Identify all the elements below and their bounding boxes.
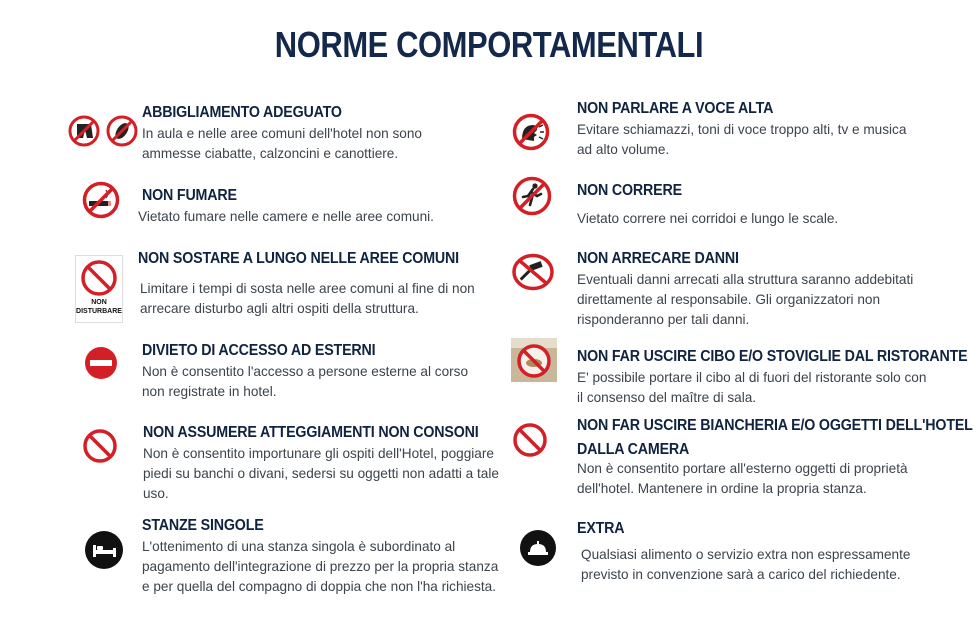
rule-desc: Qualsiasi alimento o servizio extra non espressamente previsto in convenzione sarà a carico del richiedente. — [581, 547, 911, 582]
no-running-icon — [512, 176, 552, 221]
no-smoking-icon — [82, 181, 120, 224]
rule-desc: Non è consentito importunare gli ospiti dell'Hotel, poggiare piedi su banchi o divani, sedersi su oggetti non adatti a tale uso. — [143, 446, 499, 501]
rule-title: NON FUMARE — [142, 187, 237, 204]
page-title: NORME COMPORTAMENTALI — [274, 24, 704, 65]
rule-desc: In aula e nelle aree comuni dell'hotel non sono ammesse ciabatte, calzoncini e canottiere. — [142, 126, 422, 161]
rule-title: DIVIETO DI ACCESSO AD ESTERNI — [142, 342, 376, 359]
rule-title: NON FAR USCIRE CIBO E/O STOVIGLIE DAL RISTORANTE — [577, 348, 968, 365]
rule-title: ABBIGLIAMENTO ADEGUATO — [142, 104, 342, 121]
rule-desc: Vietato fumare nelle camere e nelle aree comuni. — [138, 209, 434, 224]
do-not-disturb-icon — [75, 255, 123, 323]
no-shouting-icon — [512, 113, 550, 156]
prohibited-icon — [82, 428, 118, 469]
rule-desc: E' possibile portare il cibo al di fuori del ristorante solo con il consenso del maître di sala. — [577, 370, 927, 405]
no-food-out-icon — [511, 338, 557, 387]
rule-desc: L'ottenimento di una stanza singola è subordinato al pagamento dell'integrazione di prezzo per la propria stanza e per quella del compagno di doppia che non l'ha richiesta. — [142, 539, 499, 594]
no-shorts-no-sandals-icon — [68, 114, 140, 153]
rule-title: NON FAR USCIRE BIANCHERIA E/O OGGETTI DELL'HOTEL — [577, 417, 973, 434]
rule-title: NON ARRECARE DANNI — [577, 250, 739, 267]
rule-title: STANZE SINGOLE — [142, 517, 264, 534]
prohibited-icon — [512, 422, 548, 463]
rule-desc: Evitare schiamazzi, toni di voce troppo alti, tv e musica ad alto volume. — [577, 122, 907, 157]
rule-title: NON PARLARE A VOCE ALTA — [577, 100, 774, 117]
rule-desc: Non è consentito portare all'esterno oggetti di proprietà dell'hotel. Mantenere in ordine la propria stanza. — [577, 461, 908, 496]
no-damage-hammer-icon — [512, 253, 554, 296]
rule-title: NON ASSUMERE ATTEGGIAMENTI NON CONSONI — [143, 424, 479, 441]
no-entry-icon — [84, 346, 118, 385]
bed-icon — [84, 530, 124, 575]
rule-desc: Non è consentito l'accesso a persone esterne al corso non registrate in hotel. — [142, 364, 469, 399]
rule-desc: Limitare i tempi di sosta nelle aree comuni al fine di non arrecare disturbo agli altri ospiti della struttura. — [140, 281, 475, 316]
rule-title: EXTRA — [577, 520, 625, 537]
rule-desc: Eventuali danni arrecati alla struttura saranno addebitati direttamente al responsabile. Gli organizzatori non risponderanno per tali danni. — [577, 272, 914, 327]
rule-title: NON SOSTARE A LUNGO NELLE AREE COMUNI — [138, 250, 459, 267]
rule-desc: Vietato correre nei corridoi e lungo le scale. — [577, 211, 839, 226]
icon-caption: DISTURBARE — [76, 308, 122, 315]
icon-caption: NON — [91, 299, 107, 306]
room-service-icon — [519, 529, 557, 572]
rule-title: NON CORRERE — [577, 182, 682, 199]
rule-title-continued: DALLA CAMERA — [577, 441, 690, 458]
